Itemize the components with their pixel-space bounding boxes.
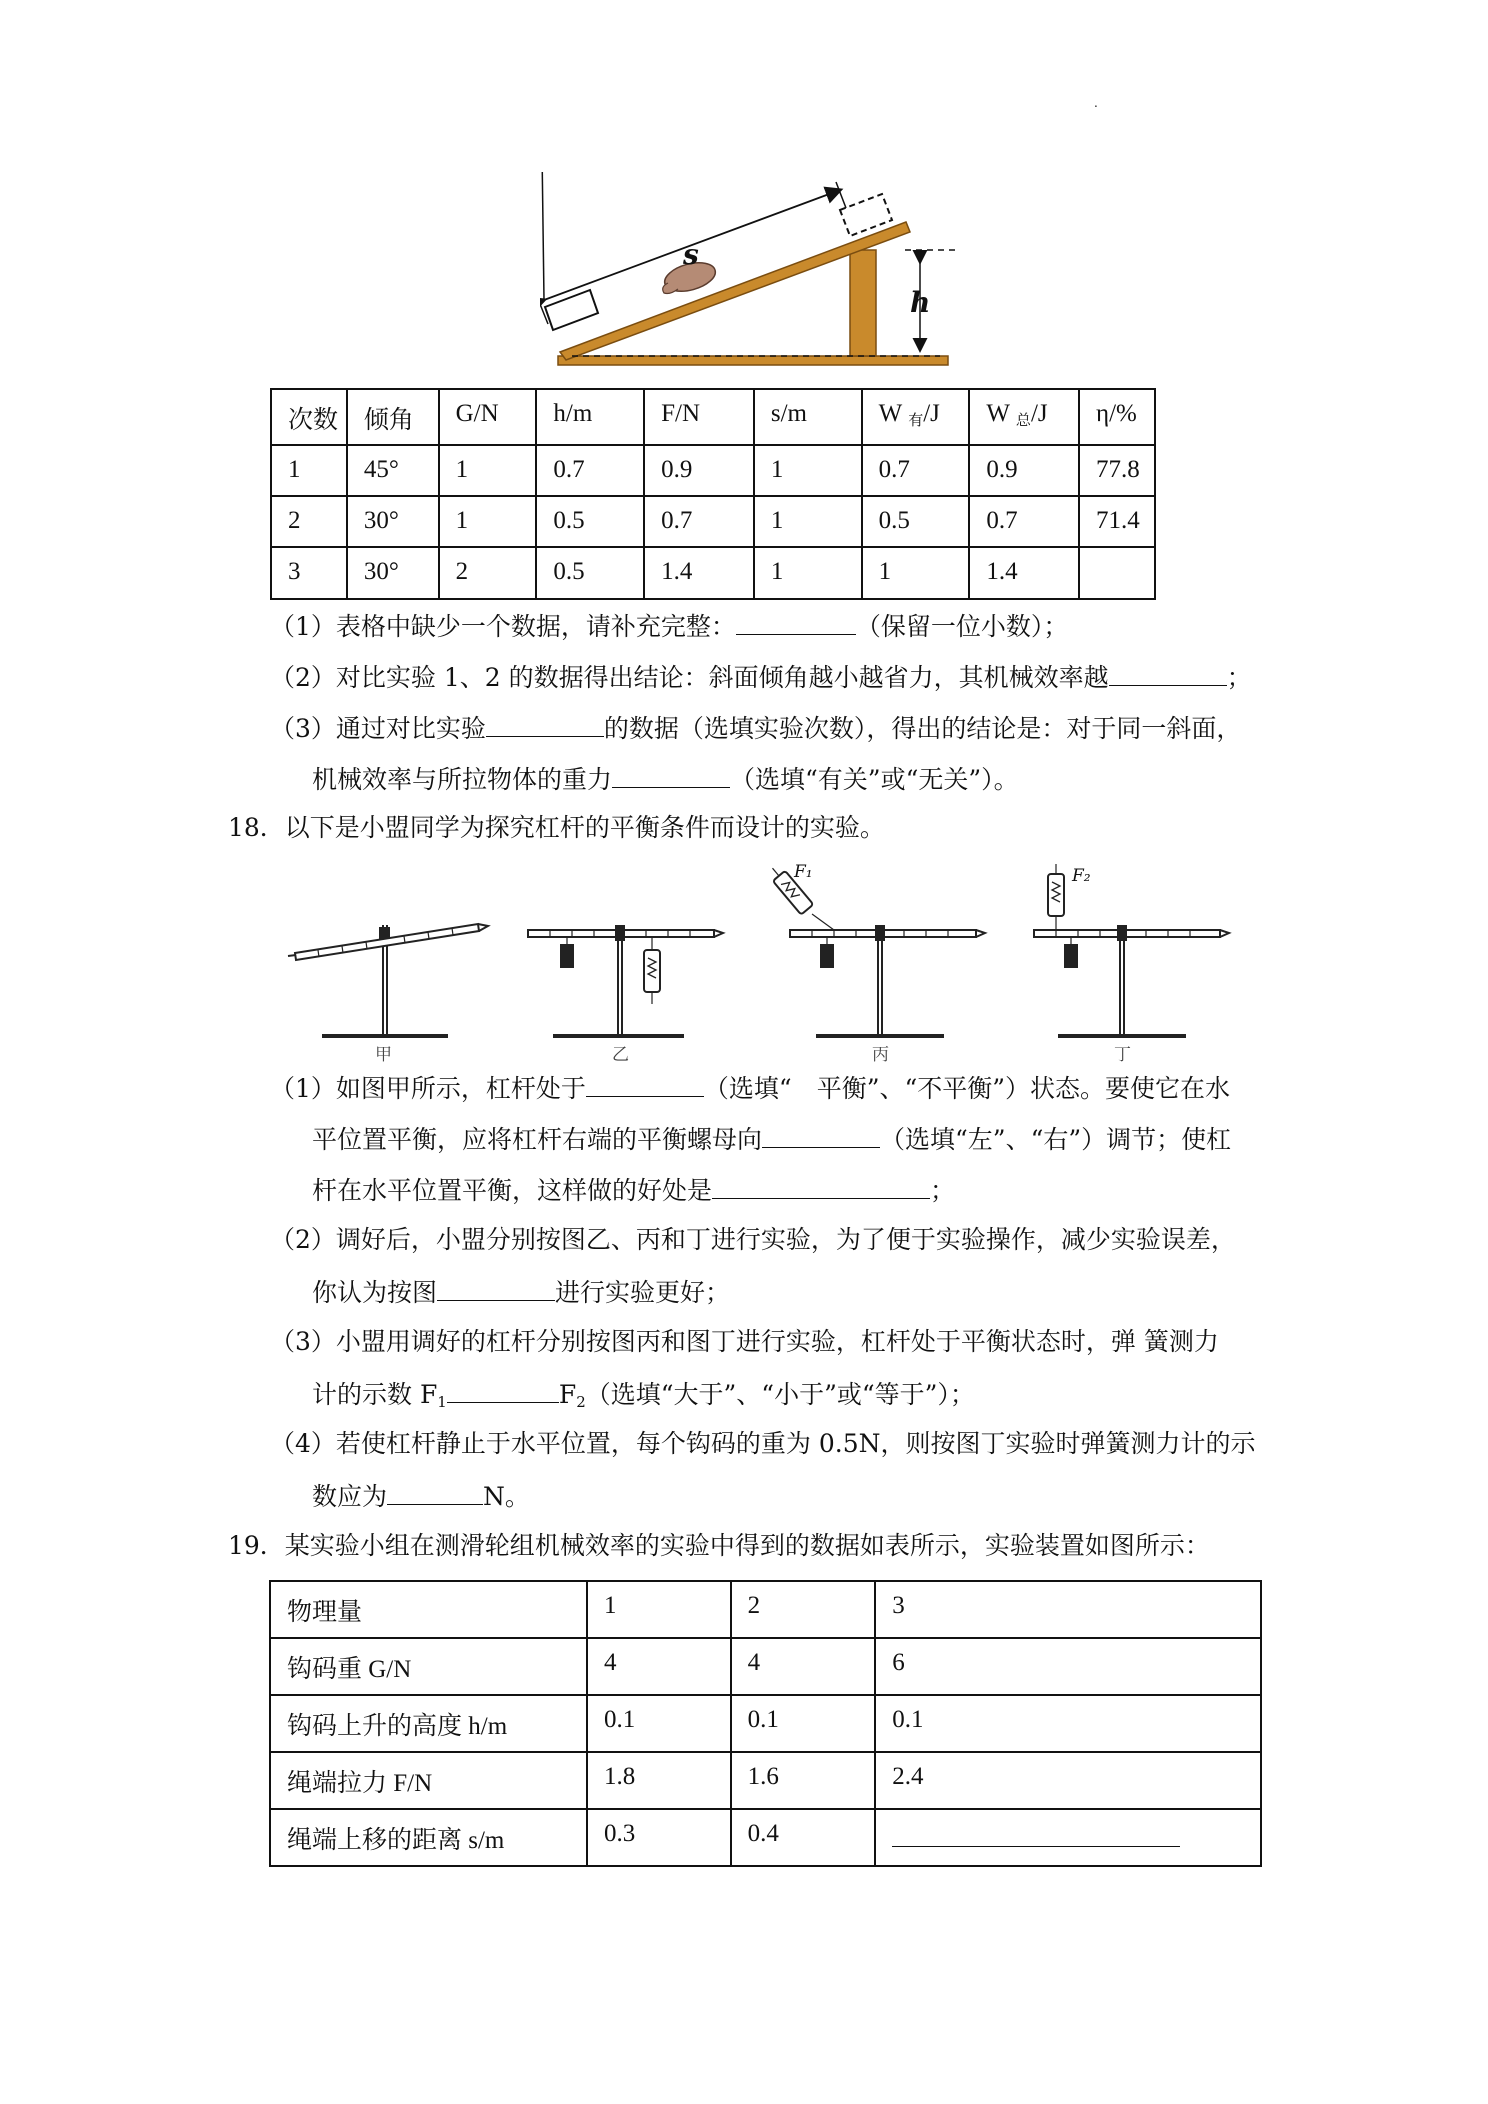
table-cell: 0.5 [536, 547, 644, 599]
q18-part4-b: 数应为 [312, 1482, 388, 1511]
table-cell: 0.7 [536, 445, 644, 496]
table-row [271, 547, 1155, 599]
lever-jia [288, 924, 488, 1036]
table-cell: 0.9 [644, 445, 754, 496]
answer-blank[interactable] [586, 1070, 704, 1097]
table-cell: 0.4 [731, 1809, 876, 1866]
table-cell: 绳端上移的距离 s/m [270, 1809, 587, 1866]
table-cell: 1 [439, 496, 537, 547]
q18-part4: （4）若使杠杆静止于水平位置，每个钩码的重为 0.5N，则按图丁实验时弹簧测力计的示 [270, 1429, 1256, 1458]
q17-part1-a: （1）表格中缺少一个数据，请补充完整： [270, 612, 736, 641]
lever-ding [1034, 864, 1229, 1036]
q17-part2-b: ； [1226, 663, 1252, 692]
q18-part2-b: 你认为按图 [312, 1278, 438, 1307]
q17-part3-a: （3）通过对比实验 [270, 714, 486, 743]
answer-blank[interactable] [486, 710, 604, 737]
force-label-f2: F₂ [1072, 866, 1091, 886]
table-row [270, 1638, 1261, 1695]
table-cell: 0.7 [644, 496, 754, 547]
table-cell: 0.7 [862, 445, 970, 496]
table-cell: 钩码重 G/N [270, 1638, 587, 1695]
table-header-cell: h/m [536, 389, 644, 445]
q18-part4-line2 [312, 1478, 530, 1514]
q17-part3-c: 机械效率与所拉物体的重力 [312, 765, 613, 794]
table-header-cell: G/N [439, 389, 537, 445]
lever-figures [280, 862, 1260, 1062]
table-cell: 6 [875, 1638, 1261, 1695]
table-cell: 0.1 [731, 1695, 876, 1752]
q18-part1-a: （1）如图甲所示，杠杆处于 [270, 1074, 586, 1103]
table-cell: 1 [862, 547, 970, 599]
answer-blank[interactable] [736, 608, 856, 635]
table-cell: 4 [731, 1638, 876, 1695]
table-cell: 0.3 [587, 1809, 731, 1866]
answer-blank[interactable] [712, 1172, 930, 1199]
table-cell: 绳端拉力 F/N [270, 1752, 587, 1809]
table-cell: 1.4 [644, 547, 754, 599]
q18-part3: （3）小盟用调好的杠杆分别按图丙和图丁进行实验，杠杆处于平衡状态时，弹 簧测力 [270, 1327, 1219, 1356]
table-cell: 30° [347, 547, 439, 599]
table-cell: 1 [754, 445, 862, 496]
table-cell: 0.5 [536, 496, 644, 547]
table-row [270, 1752, 1261, 1809]
table-row [270, 1809, 1261, 1866]
q18-part1-e: 杆在水平位置平衡，这样做的好处是 [312, 1176, 713, 1205]
table-cell: 77.8 [1079, 445, 1155, 496]
table-header-row [271, 389, 1155, 445]
table-cell: 0.1 [875, 1695, 1261, 1752]
table-cell: 2.4 [875, 1752, 1261, 1809]
answer-blank[interactable] [1109, 659, 1227, 686]
q19-stem: 19．某实验小组在测滑轮组机械效率的实验中得到的数据如表所示，实验装置如图所示： [228, 1531, 1210, 1560]
f1-subscript: 1 [437, 1393, 447, 1411]
table-cell: 1 [754, 547, 862, 599]
table-cell: 71.4 [1079, 496, 1155, 547]
incline-data-table [270, 388, 1156, 600]
q18-part2: （2）调好后，小盟分别按图乙、丙和丁进行实验，为了便于实验操作，减少实验误差， [270, 1225, 1236, 1254]
q18-part2-c: 进行实验更好； [555, 1278, 731, 1307]
q17-part1 [270, 608, 1068, 644]
figure-label-bing: 丙 [872, 1045, 889, 1065]
table-cell: 1 [271, 445, 347, 496]
table-header-cell: η/% [1079, 389, 1155, 445]
table-cell: 0.9 [969, 445, 1079, 496]
table-cell: 3 [875, 1581, 1261, 1638]
q18-part1-d: （选填“左”、“右”）调节；使杠 [880, 1125, 1232, 1154]
table-cell: 1.8 [587, 1752, 731, 1809]
q17-part1-b: （保留一位小数）； [855, 612, 1069, 641]
f2-subscript: 2 [576, 1393, 586, 1411]
q17-part3-cont [312, 761, 1019, 797]
table-cell: 0.7 [969, 496, 1079, 547]
h-label: h [910, 286, 931, 319]
q18-part3-c: F [558, 1380, 577, 1409]
w-sub: 总 [1015, 413, 1031, 429]
q18-part1-line3 [312, 1172, 955, 1208]
corner-mark: . [1094, 96, 1098, 110]
table-row [271, 445, 1155, 496]
table-cell: 4 [587, 1638, 731, 1695]
table-cell: 30° [347, 496, 439, 547]
table-row [270, 1581, 1261, 1638]
figure-label-yi: 乙 [612, 1045, 629, 1065]
table-cell: 物理量 [270, 1581, 587, 1638]
w-unit: /J [923, 400, 940, 427]
w-unit: /J [1030, 400, 1048, 427]
table-cell [1079, 547, 1155, 599]
q17-part3-d: （选填“有关”或“无关”）。 [730, 765, 1019, 794]
q17-part2-a: （2）对比实验 1、2 的数据得出结论：斜面倾角越小越省力，其机械效率越 [270, 663, 1109, 692]
table-cell: 1 [754, 496, 862, 547]
answer-blank[interactable] [447, 1376, 559, 1403]
q18-part3-d: （选填“大于”、“小于”或“等于”）； [585, 1380, 975, 1409]
w-sub: 有 [908, 413, 924, 429]
q17-part3 [270, 710, 1241, 746]
q18-part3-line2 [312, 1376, 975, 1419]
answer-blank[interactable] [437, 1274, 555, 1301]
answer-blank[interactable] [762, 1121, 880, 1148]
table-cell: 2 [439, 547, 537, 599]
w-main: W [878, 400, 903, 427]
q17-part2 [270, 659, 1252, 695]
table-cell: 1.4 [969, 547, 1079, 599]
figure-label-ding: 丁 [1114, 1045, 1131, 1065]
q18-part1 [270, 1070, 1230, 1106]
table-cell: 1 [439, 445, 537, 496]
answer-blank[interactable] [612, 761, 730, 788]
table-cell: 2 [271, 496, 347, 547]
table-header-cell [969, 389, 1079, 445]
s-label: s [683, 238, 699, 271]
force-label-f1: F₁ [794, 862, 813, 882]
table-row [270, 1695, 1261, 1752]
q18-stem: 18．以下是小盟同学为探究杠杆的平衡条件而设计的实验。 [228, 813, 885, 842]
table-header-cell: 次数 [271, 389, 347, 445]
answer-blank[interactable] [892, 1820, 1180, 1847]
q18-part1-b: （选填“ 平衡”、“不平衡”）状态。要使它在水 [703, 1074, 1231, 1103]
lever-bing [766, 863, 985, 1036]
table-cell: 钩码上升的高度 h/m [270, 1695, 587, 1752]
q18-part2-line2 [312, 1274, 730, 1310]
table-header-cell: s/m [754, 389, 862, 445]
table-header-cell [862, 389, 970, 445]
q18-part1-f: ； [930, 1176, 956, 1205]
table-cell: 0.5 [862, 496, 970, 547]
table-cell: 2 [731, 1581, 876, 1638]
q18-part3-b: 计的示数 F [312, 1380, 438, 1409]
table-cell: 1 [587, 1581, 731, 1638]
table-cell: 1.6 [731, 1752, 876, 1809]
table-row [271, 496, 1155, 547]
table-header-cell: F/N [644, 389, 754, 445]
pulley-data-table [269, 1580, 1262, 1867]
table-cell: 45° [347, 445, 439, 496]
table-cell: 3 [271, 547, 347, 599]
inclined-plane-figure [540, 172, 960, 372]
table-cell: 0.1 [587, 1695, 731, 1752]
q18-part1-c: 平位置平衡，应将杠杆右端的平衡螺母向 [312, 1125, 763, 1154]
figure-label-jia: 甲 [375, 1045, 392, 1065]
q17-part3-b: 的数据（选填实验次数），得出的结论是：对于同一斜面， [603, 714, 1242, 743]
table-cell [875, 1809, 1261, 1866]
lever-yi [528, 925, 723, 1036]
table-header-cell: 倾角 [347, 389, 439, 445]
q18-part4-c: N。 [483, 1482, 530, 1511]
q18-part1-line2 [312, 1121, 1231, 1157]
answer-blank[interactable] [387, 1478, 483, 1505]
w-main: W [986, 400, 1010, 427]
